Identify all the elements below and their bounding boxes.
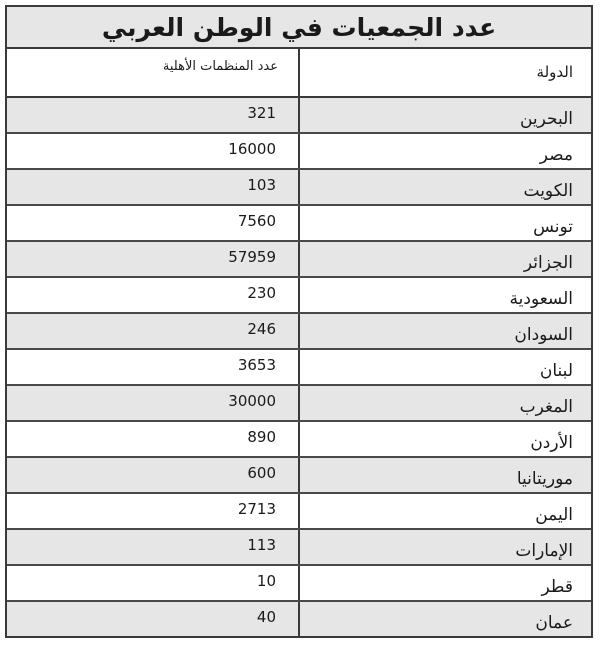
table-row [7,386,591,422]
header-count: عدد المنظمات الأهلية [162,59,278,74]
table-row [7,422,591,458]
table-header-row [7,49,591,98]
country-cell: المغرب [298,386,591,420]
table-row [7,134,591,170]
header-country: الدولة [298,49,591,96]
table-row [7,278,591,314]
country-cell: عمان [298,602,591,636]
count-cell: 113 [247,536,276,554]
count-cell: 57959 [228,248,276,266]
count-cell: 3653 [237,356,276,374]
table-row [7,494,591,530]
table-row [7,350,591,386]
table-body [7,98,591,636]
country-cell: تونس [298,206,591,240]
table-title: عدد الجمعيات في الوطن العربي [7,7,591,49]
count-cell: 321 [247,104,276,122]
count-cell: 7560 [237,212,276,230]
count-cell: 10 [256,572,276,590]
table-row [7,98,591,134]
count-cell: 30000 [228,392,276,410]
count-cell: 2713 [237,500,276,518]
count-cell: 16000 [228,140,276,158]
country-cell: الجزائر [298,242,591,276]
country-cell: السودان [298,314,591,348]
table-row [7,206,591,242]
country-cell: الإمارات [298,530,591,564]
country-cell: السعودية [298,278,591,312]
table-row [7,314,591,350]
country-cell: موريتانيا [298,458,591,492]
table-row [7,602,591,636]
count-cell: 40 [256,608,276,626]
country-cell: لبنان [298,350,591,384]
table-row [7,242,591,278]
count-cell: 246 [247,320,276,338]
count-cell: 103 [247,176,276,194]
ngo-table [5,5,593,638]
country-cell: قطر [298,566,591,600]
count-cell: 230 [247,284,276,302]
count-cell: 890 [247,428,276,446]
table-row [7,566,591,602]
country-cell: الأردن [298,422,591,456]
country-cell: مصر [298,134,591,168]
table-row [7,530,591,566]
country-cell: اليمن [298,494,591,528]
table-row [7,170,591,206]
count-cell: 600 [247,464,276,482]
country-cell: البحرين [298,98,591,132]
table-row [7,458,591,494]
country-cell: الكويت [298,170,591,204]
